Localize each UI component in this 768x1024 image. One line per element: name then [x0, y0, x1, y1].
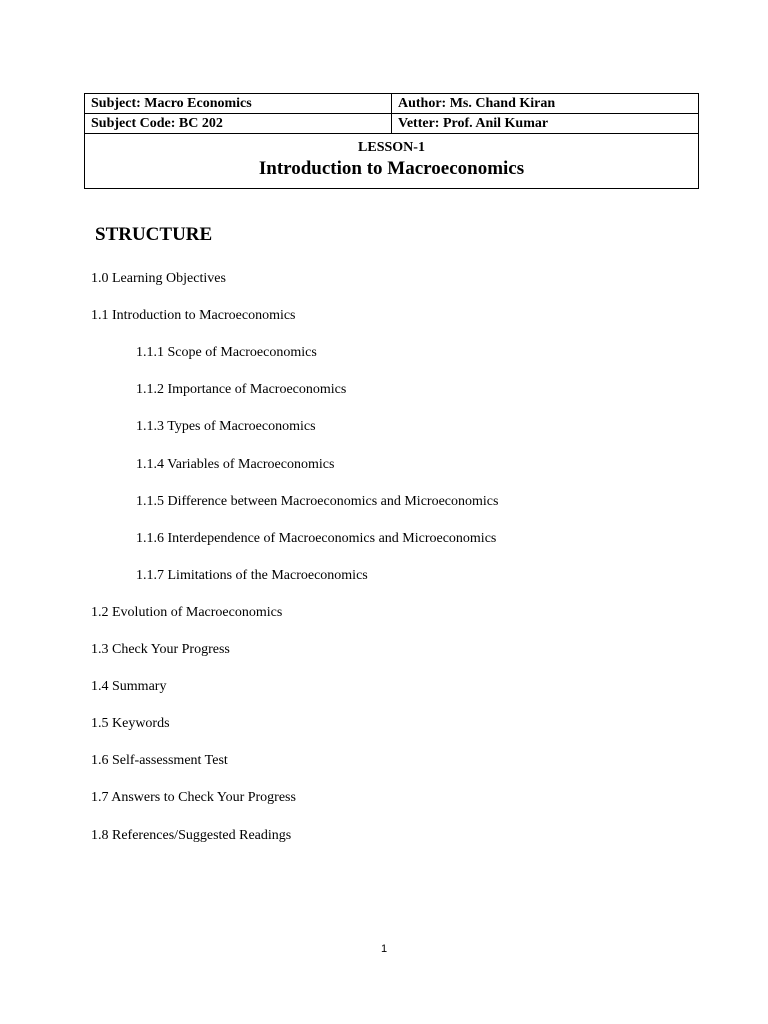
structure-item: 1.1.7 Limitations of the Macroeconomics	[136, 568, 368, 583]
structure-item: 1.2 Evolution of Macroeconomics	[91, 605, 283, 620]
structure-item: 1.7 Answers to Check Your Progress	[91, 790, 296, 805]
lesson-title: Introduction to Macroeconomics	[258, 158, 525, 179]
lesson-header-table	[84, 93, 699, 189]
structure-item: 1.1.5 Difference between Macroeconomics and Microeconomics	[136, 494, 499, 509]
header-row-lesson	[85, 134, 699, 189]
header-row-code	[85, 114, 699, 134]
lesson-label: LESSON-1	[358, 140, 425, 155]
subject-code-cell: Subject Code: BC 202	[85, 114, 392, 134]
vetter-cell: Vetter: Prof. Anil Kumar	[392, 114, 699, 134]
structure-item: 1.1.3 Types of Macroeconomics	[136, 419, 316, 434]
structure-item: 1.4 Summary	[91, 679, 167, 694]
structure-item: 1.1.1 Scope of Macroeconomics	[136, 345, 317, 360]
structure-item: 1.5 Keywords	[91, 716, 170, 731]
subject-cell: Subject: Macro Economics	[85, 94, 392, 114]
structure-item: 1.6 Self-assessment Test	[91, 753, 228, 768]
page-number: 1	[380, 943, 388, 955]
author-cell: Author: Ms. Chand Kiran	[392, 94, 699, 114]
structure-item: 1.1 Introduction to Macroeconomics	[91, 308, 296, 323]
structure-item: 1.1.4 Variables of Macroeconomics	[136, 457, 335, 472]
structure-item: 1.3 Check Your Progress	[91, 642, 230, 657]
lesson-cell	[85, 134, 699, 189]
header-row-subject	[85, 94, 699, 114]
structure-item: 1.1.6 Interdependence of Macroeconomics and Microeconomics	[136, 531, 497, 546]
structure-item: 1.1.2 Importance of Macroeconomics	[136, 382, 347, 397]
structure-item: 1.8 References/Suggested Readings	[91, 828, 292, 843]
structure-item: 1.0 Learning Objectives	[91, 271, 226, 286]
structure-heading: STRUCTURE	[95, 224, 213, 245]
